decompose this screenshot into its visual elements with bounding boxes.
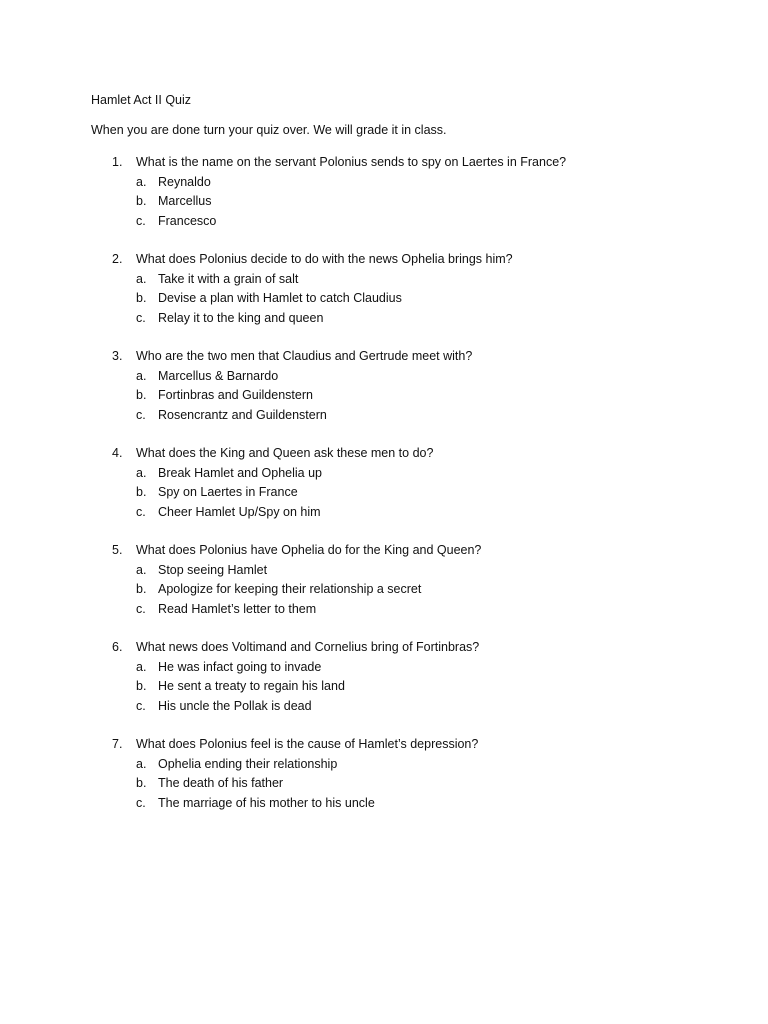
question-number: 7.	[112, 737, 123, 751]
option-text: Read Hamlet’s letter to them	[158, 601, 317, 616]
option-text: He was infact going to invade	[158, 659, 322, 674]
option-text: Devise a plan with Hamlet to catch Claudius	[158, 291, 402, 305]
question-1	[0, 154, 768, 251]
option-letter: c.	[136, 795, 146, 810]
option-text: Spy on Laertes in France	[158, 485, 298, 499]
question-number: 1.	[112, 155, 123, 169]
option-letter: c.	[136, 698, 146, 713]
option-letter: b.	[136, 485, 147, 499]
option-text: The death of his father	[158, 776, 284, 790]
option-text: Relay it to the king and queen	[158, 310, 324, 325]
option-letter: a.	[136, 271, 147, 286]
question-2	[0, 251, 768, 348]
option-text: Break Hamlet and Ophelia up	[158, 465, 322, 480]
option-letter: b.	[136, 582, 147, 596]
option-letter: a.	[136, 756, 147, 771]
question-number: 5.	[112, 543, 123, 557]
option-text: Ophelia ending their relationship	[158, 756, 338, 771]
option-text: His uncle the Pollak is dead	[158, 698, 312, 713]
option-letter: b.	[136, 194, 147, 208]
question-number: 3.	[112, 349, 123, 363]
option-letter: b.	[136, 388, 147, 402]
option-text: Rosencrantz and Guildenstern	[158, 407, 327, 422]
option-letter: a.	[136, 174, 147, 189]
question-number: 6.	[112, 640, 123, 654]
option-text: Stop seeing Hamlet	[158, 562, 268, 577]
question-number: 2.	[112, 252, 123, 266]
question-7	[0, 736, 768, 833]
option-letter: b.	[136, 291, 147, 305]
option-letter: b.	[136, 679, 147, 693]
option-letter: c.	[136, 213, 146, 228]
option-letter: a.	[136, 465, 147, 480]
option-letter: c.	[136, 504, 146, 519]
option-text: The marriage of his mother to his uncle	[158, 795, 375, 810]
question-5	[0, 542, 768, 639]
question-4	[0, 445, 768, 542]
question-text: What does Polonius feel is the cause of Hamlet’s depression?	[136, 737, 479, 751]
option-letter: a.	[136, 659, 147, 674]
option-text: Reynaldo	[158, 174, 211, 189]
question-text: What does Polonius decide to do with the news Ophelia brings him?	[136, 252, 513, 266]
option-letter: c.	[136, 407, 146, 422]
question-text: What is the name on the servant Polonius sends to spy on Laertes in France?	[136, 155, 567, 169]
option-letter: c.	[136, 310, 146, 325]
question-text: What does the King and Queen ask these men to do?	[136, 446, 434, 460]
question-6	[0, 639, 768, 736]
option-text: Take it with a grain of salt	[158, 271, 299, 286]
quiz-title: Hamlet Act II Quiz	[91, 93, 192, 107]
question-text: What does Polonius have Ophelia do for the King and Queen?	[136, 543, 482, 557]
question-text: What news does Voltimand and Cornelius bring of Fortinbras?	[136, 640, 480, 654]
question-number: 4.	[112, 446, 123, 460]
option-letter: b.	[136, 776, 147, 790]
option-text: Fortinbras and Guildenstern	[158, 388, 313, 402]
quiz-instructions: When you are done turn your quiz over. We will grade it in class.	[91, 123, 447, 137]
option-text: He sent a treaty to regain his land	[158, 679, 345, 693]
option-text: Cheer Hamlet Up/Spy on him	[158, 504, 321, 519]
option-text: Apologize for keeping their relationship a secret	[158, 582, 422, 596]
option-letter: c.	[136, 601, 146, 616]
question-3	[0, 348, 768, 445]
option-letter: a.	[136, 562, 147, 577]
question-list	[0, 154, 768, 833]
option-text: Marcellus	[158, 194, 212, 208]
option-letter: a.	[136, 368, 147, 383]
option-text: Francesco	[158, 213, 217, 228]
option-text: Marcellus & Barnardo	[158, 368, 279, 383]
question-text: Who are the two men that Claudius and Gertrude meet with?	[136, 349, 473, 363]
